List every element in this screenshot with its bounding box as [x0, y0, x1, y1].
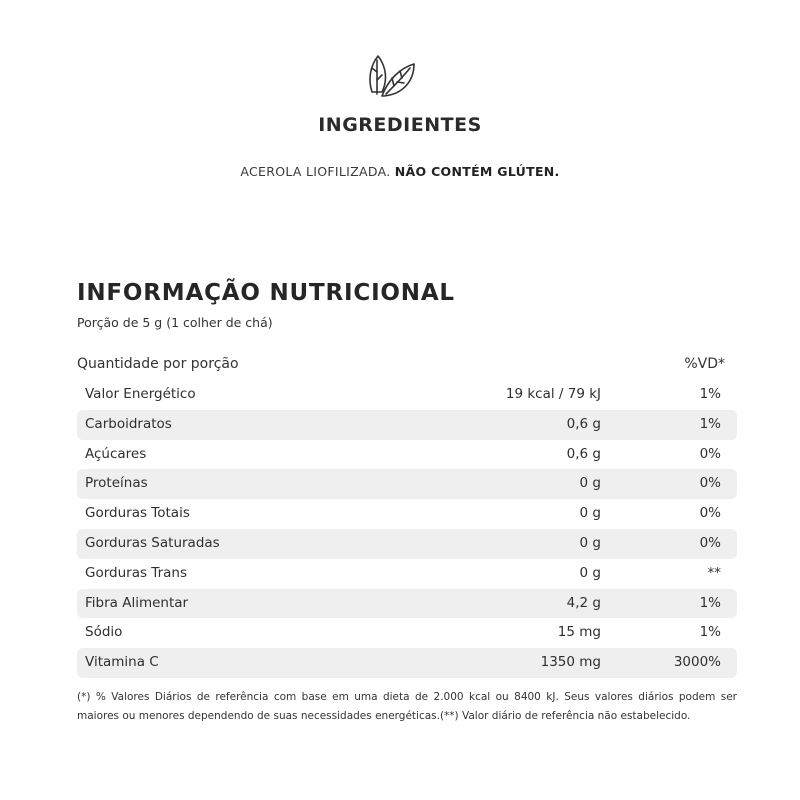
nutrient-amount: 0 g	[579, 475, 601, 492]
nutrient-daily-value: 0%	[699, 534, 721, 551]
table-row	[77, 410, 737, 440]
nutrient-daily-value: 3000%	[673, 654, 721, 671]
table-row	[77, 440, 737, 470]
nutrient-name: Sódio	[85, 624, 123, 641]
ingredients-text	[0, 164, 800, 179]
table-row	[77, 469, 737, 499]
table-row	[77, 618, 737, 648]
nutrient-daily-value: 0%	[699, 445, 721, 462]
ingredients-title: INGREDIENTES	[318, 114, 482, 136]
nutrient-amount: 0 g	[579, 534, 601, 551]
nutrient-amount: 1350 mg	[540, 654, 601, 671]
portion-size: Porção de 5 g (1 colher de chá)	[77, 315, 273, 330]
header-daily-value: %VD*	[684, 356, 725, 372]
ingredients-plain: ACEROLA LIOFILIZADA.	[240, 164, 395, 179]
nutrient-name: Açúcares	[85, 445, 147, 462]
table-row	[77, 559, 737, 589]
table-row	[77, 589, 737, 619]
header-quantity: Quantidade por porção	[77, 356, 239, 372]
nutrient-name: Carboidratos	[85, 415, 172, 432]
nutrient-amount: 19 kcal / 79 kJ	[505, 386, 601, 402]
table-header	[77, 352, 737, 380]
gluten-notice: NÃO CONTÉM GLÚTEN.	[394, 164, 560, 179]
table-row	[77, 529, 737, 559]
nutrient-daily-value: 1%	[699, 415, 721, 432]
nutrient-name: Gorduras Totais	[85, 505, 190, 522]
footnote: (*) % Valores Diários de referência com base em uma dieta de 2.000 kcal ou 8400 kJ. Seus valores diários podem ser maiores ou menores dependendo de suas necessidades energéticas.(**) Valor diário de referência não estabelecido.	[77, 691, 737, 722]
nutrient-amount: 15 mg	[557, 624, 601, 641]
nutrient-amount: 0 g	[579, 505, 601, 522]
nutrient-amount: 0,6 g	[566, 415, 601, 432]
nutrient-daily-value: 0%	[699, 475, 721, 492]
table-row	[77, 380, 737, 410]
nutrient-name: Fibra Alimentar	[85, 594, 189, 611]
nutrient-daily-value: 0%	[699, 505, 721, 522]
leaf-icon	[364, 52, 416, 102]
nutrient-daily-value: 1%	[699, 624, 721, 641]
nutrient-amount: 0,6 g	[566, 445, 601, 462]
nutrient-name: Vitamina C	[85, 654, 159, 671]
table-row	[77, 648, 737, 678]
table-row	[77, 499, 737, 529]
nutrient-name: Proteínas	[85, 475, 148, 492]
nutrient-daily-value: 1%	[699, 594, 721, 611]
nutrient-name: Valor Energético	[85, 386, 196, 402]
nutrient-name: Gorduras Trans	[85, 564, 187, 581]
nutrition-table	[77, 352, 737, 678]
nutrient-name: Gorduras Saturadas	[85, 534, 220, 551]
table-body	[77, 380, 737, 678]
nutrient-daily-value: 1%	[699, 386, 721, 402]
nutrient-amount: 0 g	[579, 564, 601, 581]
nutrient-daily-value: **	[707, 564, 721, 581]
nutrient-amount: 4,2 g	[566, 594, 601, 611]
nutrition-title: INFORMAÇÃO NUTRICIONAL	[77, 280, 455, 306]
